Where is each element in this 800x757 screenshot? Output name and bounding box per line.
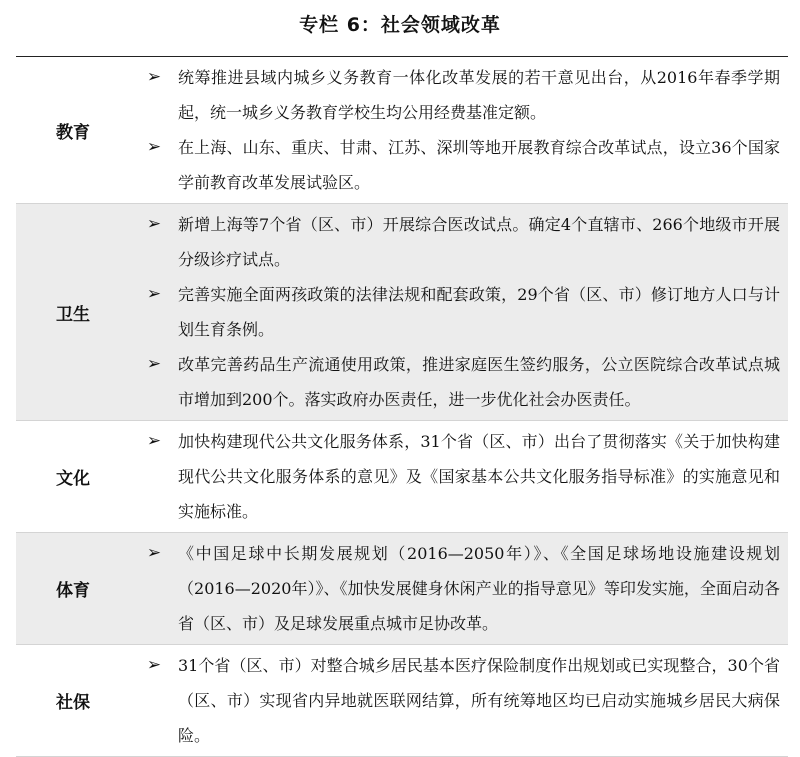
arrow-bullet-icon: ➢ — [146, 137, 162, 157]
section-items — [130, 645, 788, 757]
item-text: 新增上海等7个省（区、市）开展综合医改试点。确定4个直辖市、266个地级市开展分级诊疗试点。 — [178, 215, 780, 269]
section-items — [130, 204, 788, 421]
arrow-bullet-icon: ➢ — [146, 543, 162, 563]
reform-table-body — [16, 57, 788, 757]
section-items — [130, 57, 788, 204]
section-row — [16, 421, 788, 533]
section-items — [130, 421, 788, 533]
page-title: 专栏 6：社会领域改革 — [299, 14, 501, 36]
section-row — [16, 57, 788, 204]
reform-table — [16, 56, 788, 757]
list-item — [130, 130, 780, 200]
item-text: 在上海、山东、重庆、甘肃、江苏、深圳等地开展教育综合改革试点，设立36个国家学前教育改革发展试验区。 — [178, 138, 780, 192]
arrow-bullet-icon: ➢ — [146, 67, 162, 87]
item-text: 改革完善药品生产流通使用政策，推进家庭医生签约服务，公立医院综合改革试点城市增加到200个。落实政府办医责任，进一步优化社会办医责任。 — [178, 355, 780, 409]
arrow-bullet-icon: ➢ — [146, 354, 162, 374]
list-item — [130, 277, 780, 347]
arrow-bullet-icon: ➢ — [146, 655, 162, 675]
arrow-bullet-icon: ➢ — [146, 431, 162, 451]
item-text: 加快构建现代公共文化服务体系，31个省（区、市）出台了贯彻落实《关于加快构建现代公共文化服务体系的意见》及《国家基本公共文化服务指导标准》的实施意见和实施标准。 — [178, 432, 780, 521]
list-item — [130, 648, 780, 753]
list-item — [130, 207, 780, 277]
section-category: 社保 — [16, 645, 130, 757]
section-row — [16, 204, 788, 421]
section-category: 教育 — [16, 57, 130, 204]
section-row — [16, 533, 788, 645]
arrow-bullet-icon: ➢ — [146, 214, 162, 234]
section-category: 文化 — [16, 421, 130, 533]
section-category: 体育 — [16, 533, 130, 645]
section-category: 卫生 — [16, 204, 130, 421]
item-text: 31个省（区、市）对整合城乡居民基本医疗保险制度作出规划或已实现整合，30个省（区、市）实现省内异地就医联网结算，所有统筹地区均已启动实施城乡居民大病保险。 — [178, 656, 780, 745]
list-item — [130, 347, 780, 417]
item-text: 《中国足球中长期发展规划（2016—2050年）》、《全国足球场地设施建设规划（2016—2020年）》、《加快发展健身休闲产业的指导意见》等印发实施，全面启动各省（区、市）及足球发展重点城市足协改革。 — [178, 544, 780, 633]
item-text: 统筹推进县域内城乡义务教育一体化改革发展的若干意见出台，从2016年春季学期起，统一城乡义务教育学校生均公用经费基准定额。 — [178, 68, 780, 122]
list-item — [130, 424, 780, 529]
arrow-bullet-icon: ➢ — [146, 284, 162, 304]
item-text: 完善实施全面两孩政策的法律法规和配套政策，29个省（区、市）修订地方人口与计划生育条例。 — [178, 285, 780, 339]
section-row — [16, 645, 788, 757]
list-item — [130, 60, 780, 130]
list-item — [130, 536, 780, 641]
section-items — [130, 533, 788, 645]
